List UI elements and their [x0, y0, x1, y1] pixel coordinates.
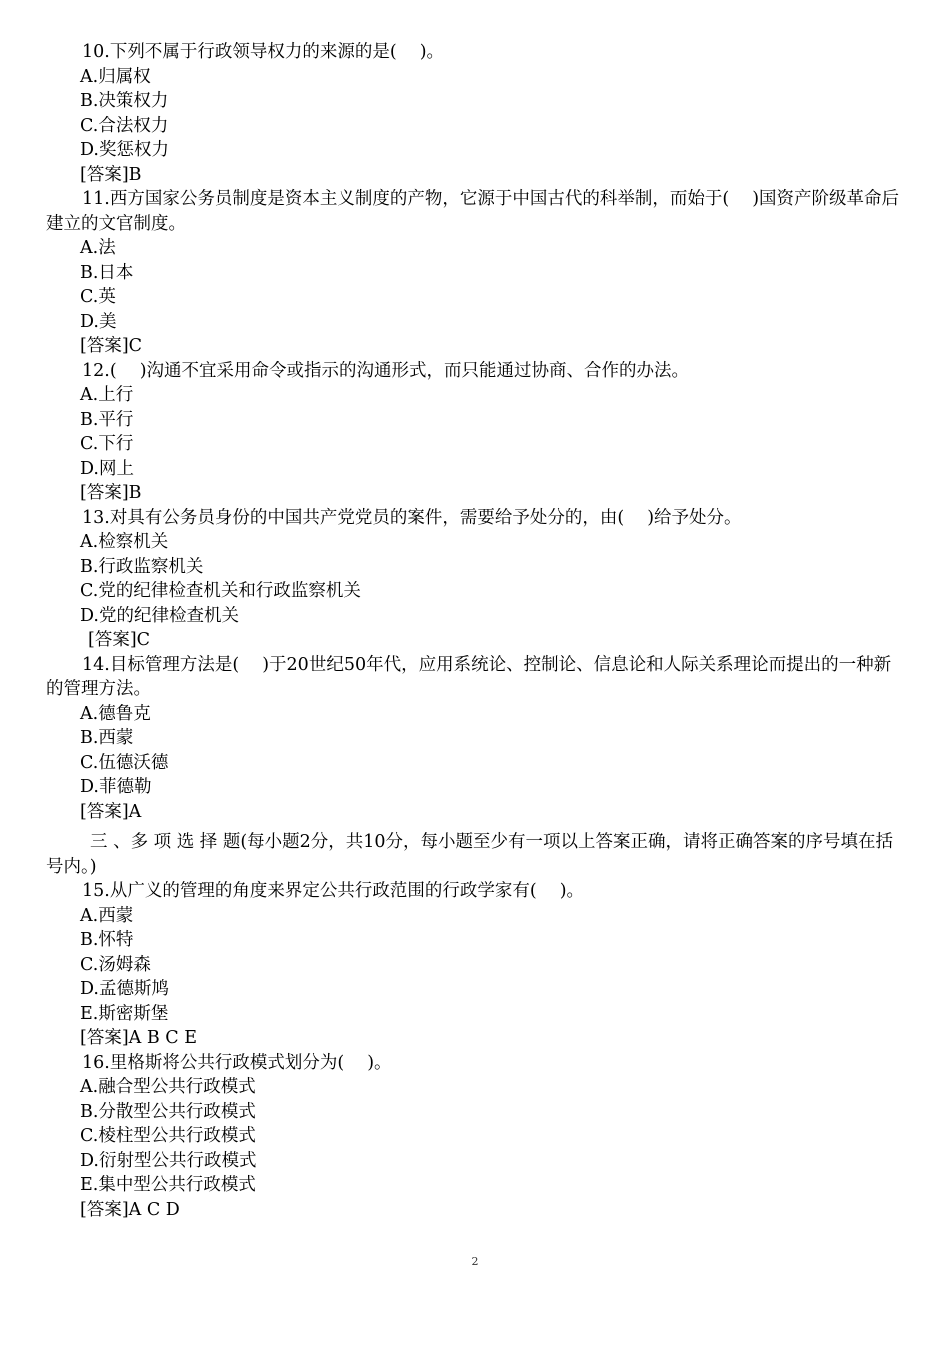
option: C.汤姆森 [80, 954, 151, 975]
question-stem: 13.对具有公务员身份的中国共产党党员的案件，需要给予处分的，由( )给予处分。 [82, 507, 742, 528]
question-stem: 11.西方国家公务员制度是资本主义制度的产物，它源于中国古代的科举制，而始于( )国资产阶级革命后建立的文官制度。 [46, 189, 900, 234]
answer: [答案]B [80, 164, 142, 185]
option: D.网上 [80, 458, 134, 479]
option: B.日本 [80, 262, 134, 283]
option: D.党的纪律检查机关 [80, 605, 239, 626]
document-body [46, 40, 908, 1222]
option: C.合法权力 [80, 115, 169, 136]
option: C.英 [80, 287, 116, 307]
option: A.法 [80, 238, 116, 258]
option: A.检察机关 [80, 532, 169, 552]
question-stem: 14.目标管理方法是( )于20世纪50年代，应用系统论、控制论、信息论和人际关系理论而提出的一种新的管理方法。 [46, 654, 892, 699]
option: D.奖惩权力 [80, 140, 169, 160]
option: B.怀特 [80, 930, 134, 950]
answer: [答案]C [88, 630, 151, 650]
option: A.归属权 [80, 66, 151, 87]
option: B.西蒙 [80, 728, 134, 748]
question-stem: 15.从广义的管理的角度来界定公共行政范围的行政学家有( )。 [82, 881, 585, 901]
option: C.棱柱型公共行政模式 [80, 1126, 256, 1146]
option: A.西蒙 [80, 905, 134, 926]
option: B.决策权力 [80, 91, 169, 111]
option: A.融合型公共行政模式 [80, 1077, 256, 1097]
option: C.党的纪律检查机关和行政监察机关 [80, 581, 361, 601]
answer: [答案]B [80, 483, 142, 503]
answer: [答案]A [80, 801, 142, 822]
option: B.平行 [80, 409, 134, 430]
option: D.美 [80, 311, 117, 332]
section-heading: 三 、多 项 选 择 题(每小题2分，共10分，每小题至少有一项以上答案正确，请将正确答案的序号填在括号内。) [46, 832, 894, 877]
question-stem: 10.下列不属于行政领导权力的来源的是( )。 [82, 42, 445, 62]
option: A.德鲁克 [80, 703, 151, 724]
option: E.集中型公共行政模式 [80, 1175, 256, 1195]
question-stem: 16.里格斯将公共行政模式划分为( )。 [82, 1052, 392, 1073]
option: A.上行 [80, 385, 134, 405]
page-number: 2 [471, 1255, 479, 1268]
option: B.行政监察机关 [80, 556, 204, 577]
option: B.分散型公共行政模式 [80, 1101, 256, 1122]
option: C.伍德沃德 [80, 752, 169, 773]
answer: [答案]A C D [80, 1199, 180, 1220]
option: D.菲德勒 [80, 777, 152, 797]
option: D.孟德斯鸠 [80, 979, 169, 999]
option: D.衍射型公共行政模式 [80, 1150, 257, 1171]
answer: [答案]C [80, 336, 143, 356]
option: E.斯密斯堡 [80, 1003, 169, 1024]
question-stem: 12.( )沟通不宜采用命令或指示的沟通形式，而只能通过协商、合作的办法。 [82, 360, 690, 381]
option: C.下行 [80, 434, 134, 454]
answer: [答案]A B C E [80, 1028, 198, 1048]
